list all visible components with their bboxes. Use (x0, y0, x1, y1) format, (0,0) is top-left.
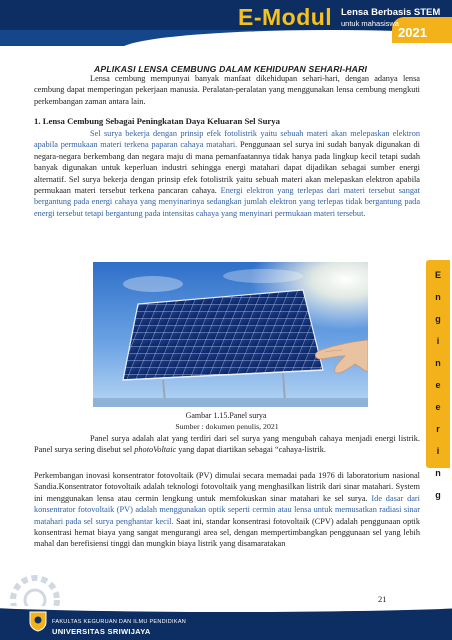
solar-panel-text-b: yang dapat diartikan sebagai “cahaya-listrik. (176, 445, 326, 455)
cpv-text-b: Saat ini, standar konsentrasi fotovoltaik (CPV) adalah penggunaan optik konsentrasi hemat biaya yang sangat mengurangi area sel, dengan mempertimbangkan penggunaan sel yang lebih mahal dan berefisiensi tinggi dan mungkin biaya listrik yang disamaratakan (34, 516, 420, 549)
cpv-paragraph (34, 470, 420, 550)
solar-panel-paragraph (34, 433, 420, 456)
side-letter: g (435, 490, 441, 500)
university-logo-icon (28, 610, 48, 632)
solar-panel-photo (93, 262, 368, 407)
side-tab-letters (426, 264, 450, 506)
brand-title: E-Modul (238, 4, 333, 30)
cpv-text-blue: Ide dasar dari konsentrator fotovoltaik (PV) adalah menggunakan optik seperti cermin atau lensa untuk memusatkan radiasi sinar matahari pada sel surya penghantar kecil. (34, 493, 420, 526)
side-letter: g (435, 314, 441, 324)
figure-source: Sumber : dokumen penulis, 2021 (175, 422, 279, 431)
solar-cell-text-blue-a: Sel surya bekerja dengan prinsip efek fotolistrik yaitu sebuah materi akan melepaskan elektron apabila permukaan materi terkena paparan cahaya matahari. (34, 129, 420, 150)
cpv-text-a: Perkembangan inovasi konsentrator fotovoltaik (PV) dimulai secara memadai pada 1976 di laboratorium nasional Sandia.Konsentrator fotovoltaik adalah teknologi fotovoltaik yang menghasilkan listrik dari sinar matahari. System ini menggunakan lensa atau cermin lengkung untuk memfokuskan sinar matahari ke sel surya. (34, 471, 420, 503)
page-number: 21 (378, 594, 387, 604)
brand-audience: untuk mahasiswa (341, 19, 399, 28)
engineering-side-tab (426, 260, 450, 500)
side-letter: n (435, 468, 441, 478)
side-letter: i (436, 446, 440, 456)
solar-cell-paragraph (34, 128, 420, 219)
side-letter: n (435, 292, 441, 302)
side-letter: E (434, 270, 441, 280)
side-letter: e (435, 380, 441, 390)
footer-university: UNIVERSITAS SRIWIJAYA (52, 627, 151, 636)
side-letter: i (436, 336, 440, 346)
solar-panel-italic-term: photoVoltaic (134, 445, 177, 455)
side-letter: r (436, 424, 440, 434)
footer-wave (0, 606, 452, 612)
subheading: 1. Lensa Cembung Sebagai Peningkatan Daya Keluaran Sel Surya (34, 116, 280, 126)
side-letter: e (435, 402, 441, 412)
section-title: APLIKASI LENSA CEMBUNG DALAM KEHIDUPAN SEHARI-HARI (94, 64, 368, 74)
intro-paragraph: Lensa cembung mempunyai banyak manfaat dikehidupan sehari-hari, dengan adanya lensa cembung dapat memperingan pekerjaan manusia. Peralatan-peralatan yang menggunakan lensa cembung mengkuti perkembangan zaman antara lain. (34, 74, 420, 106)
solar-cell-text-a: Penggunaan sel surya ini sudah banyak digunakan di negara-negara berkembang dan negara maju di mana pemanfaatannya tidak hanya pada lingkup kecil tetapi sudah banyak digunakan untuk keperluan industri sehingga energi matahari dapat dijadikan sebagai sumber energi alternatif. Sel surya bekerja dengan prinsip efek fotolistrik yaitu sebuah materi akan melepaskan elektron apabila permukaan materi tersebut terkena pancaran cahaya. (34, 140, 420, 196)
brand-year: 2021 (398, 25, 427, 40)
solar-cell-text-blue-b: Energi elektron yang terlepas dari materi tersebut sangat bergantung pada energi cahaya yang menyinarinya sedangkan jumlah elektron yang terlepas tidak bergantung pada energi tersebut tetapi bergantung pada intensitas cahaya yang menyinari permukaan materi tersebut. (34, 186, 420, 218)
header-banner (0, 0, 452, 46)
side-letter: n (435, 358, 441, 368)
solar-panel-text-a: Panel surya adalah alat yang terdiri dari sel surya yang mengubah cahaya menjadi energi listrik. Panel surya sering disebut sel (34, 434, 420, 455)
footer-faculty: FAKULTAS KEGURUAN DAN ILMU PENDIDIKAN (52, 619, 187, 625)
brand-subtitle: Lensa Berbasis STEM (341, 7, 441, 18)
footer-banner (0, 606, 452, 640)
figure-caption: Gambar 1.15.Panel surya (185, 411, 267, 420)
